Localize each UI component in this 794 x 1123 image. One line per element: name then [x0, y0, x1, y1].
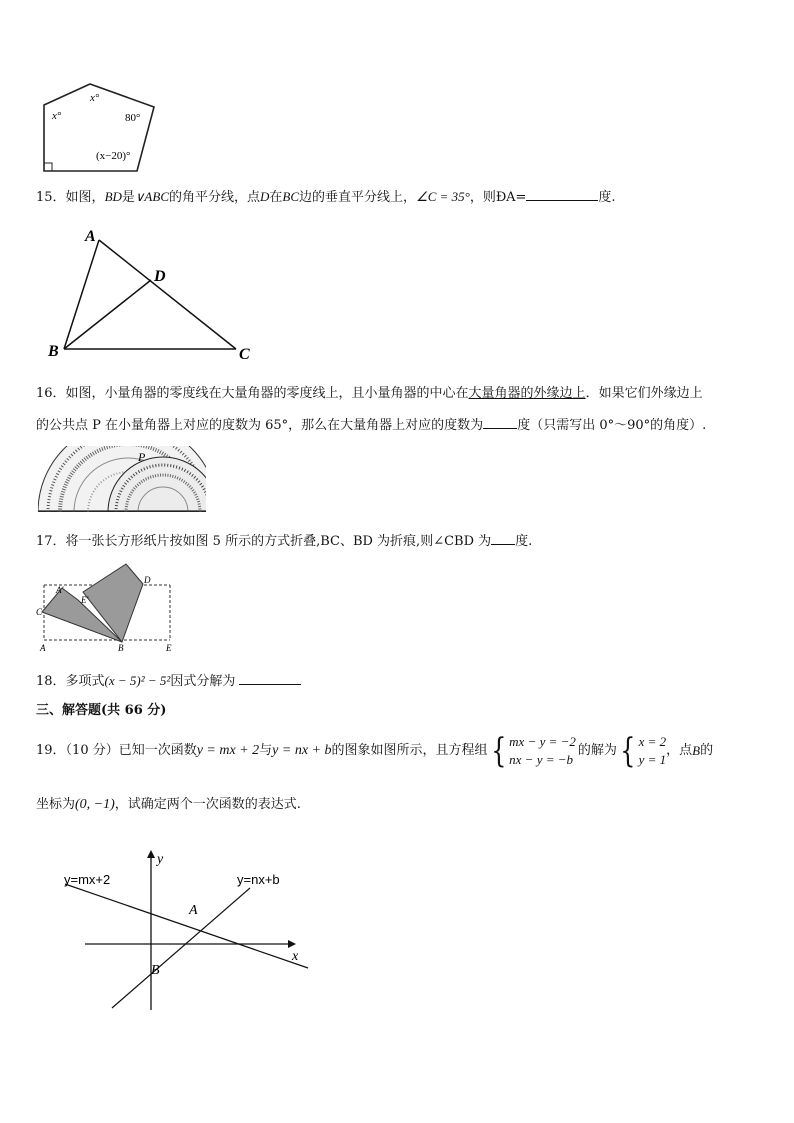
- point-a-label: A: [189, 903, 198, 918]
- q16-line2-b: 度（只需写出 0°～90°的角度）.: [517, 418, 707, 433]
- label-a: A: [40, 643, 46, 653]
- q19-text-2: 与: [259, 743, 273, 758]
- solution-y: y = 1: [638, 752, 667, 767]
- q18-text-1: 18．多项式: [36, 674, 105, 689]
- x-axis-label: x: [292, 949, 299, 964]
- left-angle-label: x°: [52, 110, 62, 122]
- q17-text-b: 度.: [515, 534, 533, 549]
- folding-figure: [34, 560, 180, 654]
- q17-text-a: 17．将一张长方形纸片按如图 5 所示的方式折叠,BC、BD 为折痕,则∠CBD 为: [36, 534, 492, 549]
- q15-answer-blank[interactable]: [526, 186, 598, 201]
- linear-functions-graph: [60, 846, 320, 1012]
- q19-text-5: ，点: [666, 743, 693, 758]
- line-1-label: y=mx+2: [64, 872, 111, 887]
- question-19-line-2: [36, 795, 301, 815]
- equation-system: [509, 733, 576, 769]
- equation-1: mx − y = −2: [509, 734, 576, 749]
- side-ac: [99, 240, 236, 349]
- label-e: E: [166, 643, 172, 653]
- solution-x: x = 2: [638, 734, 667, 749]
- q19-func-1: y = mx + 2: [196, 743, 260, 758]
- q16-line2-a: 的公共点 P 在小量角器上对应的度数为 65°，那么在大量角器上对应的度数为: [36, 418, 484, 433]
- q19-line2-b: ，试确定两个一次函数的表达式.: [114, 797, 301, 812]
- vertex-a-label: A: [85, 228, 96, 245]
- q15-text-5: 边的垂直平分线上，: [299, 190, 417, 205]
- q19-text-1: 19．（10 分）已知一次函数: [36, 743, 197, 758]
- right-angle-label: 80°: [125, 112, 141, 124]
- point-b-label: B: [151, 963, 160, 978]
- x-axis-arrow: [288, 940, 296, 948]
- vertex-d-label: D: [154, 268, 166, 285]
- q16-line1-b: ．如果它们外缘边上: [585, 386, 703, 401]
- top-angle-label: x°: [90, 92, 100, 104]
- line-mx-plus-2: [65, 884, 308, 968]
- label-e-prime: E′: [81, 595, 89, 605]
- q19-text-3: 的图象如图所示，且方程组: [331, 743, 488, 758]
- q19-func-2: y = nx + b: [272, 743, 332, 758]
- q19-point-b: B: [692, 743, 701, 758]
- section-3-title: 三、解答题(共 66 分): [36, 703, 167, 718]
- bottom-angle-label: (x−20)°: [96, 150, 131, 162]
- point-p-label: P: [138, 450, 146, 464]
- solution-brace: {: [620, 731, 636, 771]
- q15-bc: BC: [282, 189, 300, 204]
- pentagon-figure: [36, 80, 164, 176]
- q17-answer-blank[interactable]: [491, 530, 515, 545]
- q19-text-4: 的解为: [577, 743, 617, 758]
- system-brace: {: [490, 731, 506, 771]
- side-ab: [64, 240, 99, 349]
- q15-angle-a: ÐA=: [495, 190, 527, 205]
- question-16-line-2: [36, 414, 706, 436]
- q15-text-2: 是: [121, 190, 135, 205]
- q18-answer-blank[interactable]: [239, 670, 301, 685]
- q16-line1-a: 16．如图，小量角器的零度线在大量角器的零度线上，且小量角器的中心在: [36, 386, 469, 401]
- q19-text-6: 的: [700, 743, 714, 758]
- segment-bd: [64, 280, 151, 349]
- line-nx-plus-b: [112, 888, 250, 1008]
- triangle-figure: [36, 222, 266, 364]
- q16-line1-underlined: 大量角器的外缘边上: [468, 386, 586, 401]
- q18-expression: (x − 5)² − 5²: [104, 673, 171, 688]
- q15-angle-c: ∠C = 35°: [416, 189, 470, 204]
- q15-number: 15．: [36, 190, 66, 205]
- right-angle-marker: [44, 163, 52, 171]
- y-axis-label: y: [157, 852, 164, 867]
- q15-text-3: 的角平分线，点: [169, 190, 261, 205]
- line-2-label: y=nx+b: [237, 872, 280, 887]
- q15-text-6: ，则: [469, 190, 496, 205]
- vertex-c-label: C: [239, 346, 250, 363]
- question-18: [36, 670, 301, 692]
- solution-system: [639, 733, 667, 769]
- q15-text-7: 度.: [598, 190, 616, 205]
- q15-text-4: 在: [269, 190, 283, 205]
- q15-point-d: D: [260, 189, 270, 204]
- q19-coordinate: (0, −1): [75, 797, 115, 812]
- q15-triangle: ∨ABC: [134, 189, 169, 204]
- y-axis-arrow: [147, 850, 155, 858]
- q19-line2-a: 坐标为: [36, 797, 76, 812]
- q15-bd: BD: [104, 189, 122, 204]
- label-c: C: [36, 607, 43, 617]
- label-d: D: [144, 575, 151, 585]
- vertex-b-label: B: [48, 343, 59, 360]
- question-17: [36, 530, 532, 552]
- question-16-line-1: [36, 384, 703, 404]
- equation-2: nx − y = −b: [509, 752, 574, 767]
- label-b: B: [118, 643, 124, 653]
- question-15: [36, 186, 616, 208]
- q15-text-1: 如图，: [65, 190, 105, 205]
- label-a-prime: A′: [56, 585, 64, 595]
- question-19-line-1: [36, 728, 713, 774]
- q18-text-2: 因式分解为: [170, 674, 236, 689]
- protractor-figure: [38, 446, 206, 514]
- q16-answer-blank[interactable]: [483, 414, 517, 429]
